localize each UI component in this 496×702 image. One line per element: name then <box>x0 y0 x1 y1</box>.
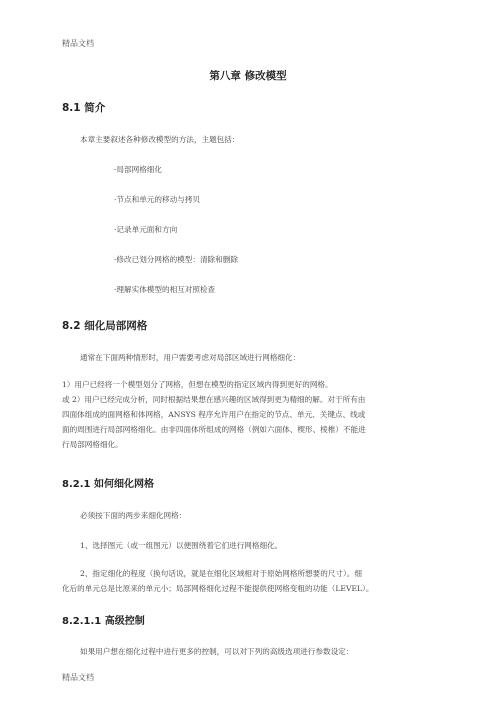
bullet-item: ·记录单元面和方向 <box>114 225 178 234</box>
paragraph-line: 或 2）用户已经完成分析，同时根据结果想在感兴趣的区域得到更为精细的解。对于所有由 <box>62 395 366 404</box>
section-8-1-intro: 本章主要叙述各种修改模型的方法，主题包括： <box>80 135 240 144</box>
paragraph-line: 行局部网格细化。 <box>62 440 123 449</box>
section-8-2-1-1-intro: 如果用户想在细化过程中进行更多的控制，可以对下列的高级选项进行参数设定： <box>80 647 354 656</box>
section-heading-8-2: 8.2 细化局部网格 <box>62 320 148 332</box>
step-2 <box>62 566 434 596</box>
bullet-item: ·局部网格细化 <box>114 165 162 174</box>
bullet-item: ·修改已划分网格的模型：清除和删除 <box>114 255 238 264</box>
step-1: 1、选择图元（或一组图元）以便围绕着它们进行网格细化。 <box>80 541 283 550</box>
section-heading-8-2-1-1: 8.2.1.1 高级控制 <box>62 616 145 627</box>
section-heading-8-1: 8.1 简介 <box>62 102 106 114</box>
paragraph-line: 四面体组成的面网格和体网格，ANSYS 程序允许用户在指定的节点、单元、关键点、线或 <box>62 410 366 419</box>
paragraph-line: 1）用户已经将一个模型划分了网格，但想在模型的指定区域内得到更好的网格。 <box>62 380 333 389</box>
paragraph-line: 化后的单元总是比原来的单元小；局部网格细化过程不能提供使网格变粗的功能（LEVEL）。 <box>62 584 374 593</box>
section-8-2-intro: 通常在下面两种情形时，用户需要考虑对局部区域进行网格细化： <box>80 353 301 362</box>
section-heading-8-2-1: 8.2.1 如何细化网格 <box>62 479 154 490</box>
page-footer-label: 精品文档 <box>62 673 94 682</box>
chapter-title: 第八章 修改模型 <box>209 70 287 82</box>
page-header-label: 精品文档 <box>62 39 94 48</box>
paragraph-line: 面的周围进行局部网格细化。由非四面体所组成的网格（例如六面体、楔形、棱椎）不能进 <box>62 425 366 434</box>
bullet-item: ·理解实体模型的相互对照检查 <box>114 285 216 294</box>
paragraph-line: 2、指定细化的程度（换句话说，就是在细化区域相对于原始网格所想要的尺寸）。细 <box>80 569 362 578</box>
section-8-2-1-intro: 必须按下面的两步来细化网格： <box>80 511 187 520</box>
section-8-2-paragraph <box>62 377 434 452</box>
bullet-item: ·节点和单元的移动与拷贝 <box>114 195 200 204</box>
